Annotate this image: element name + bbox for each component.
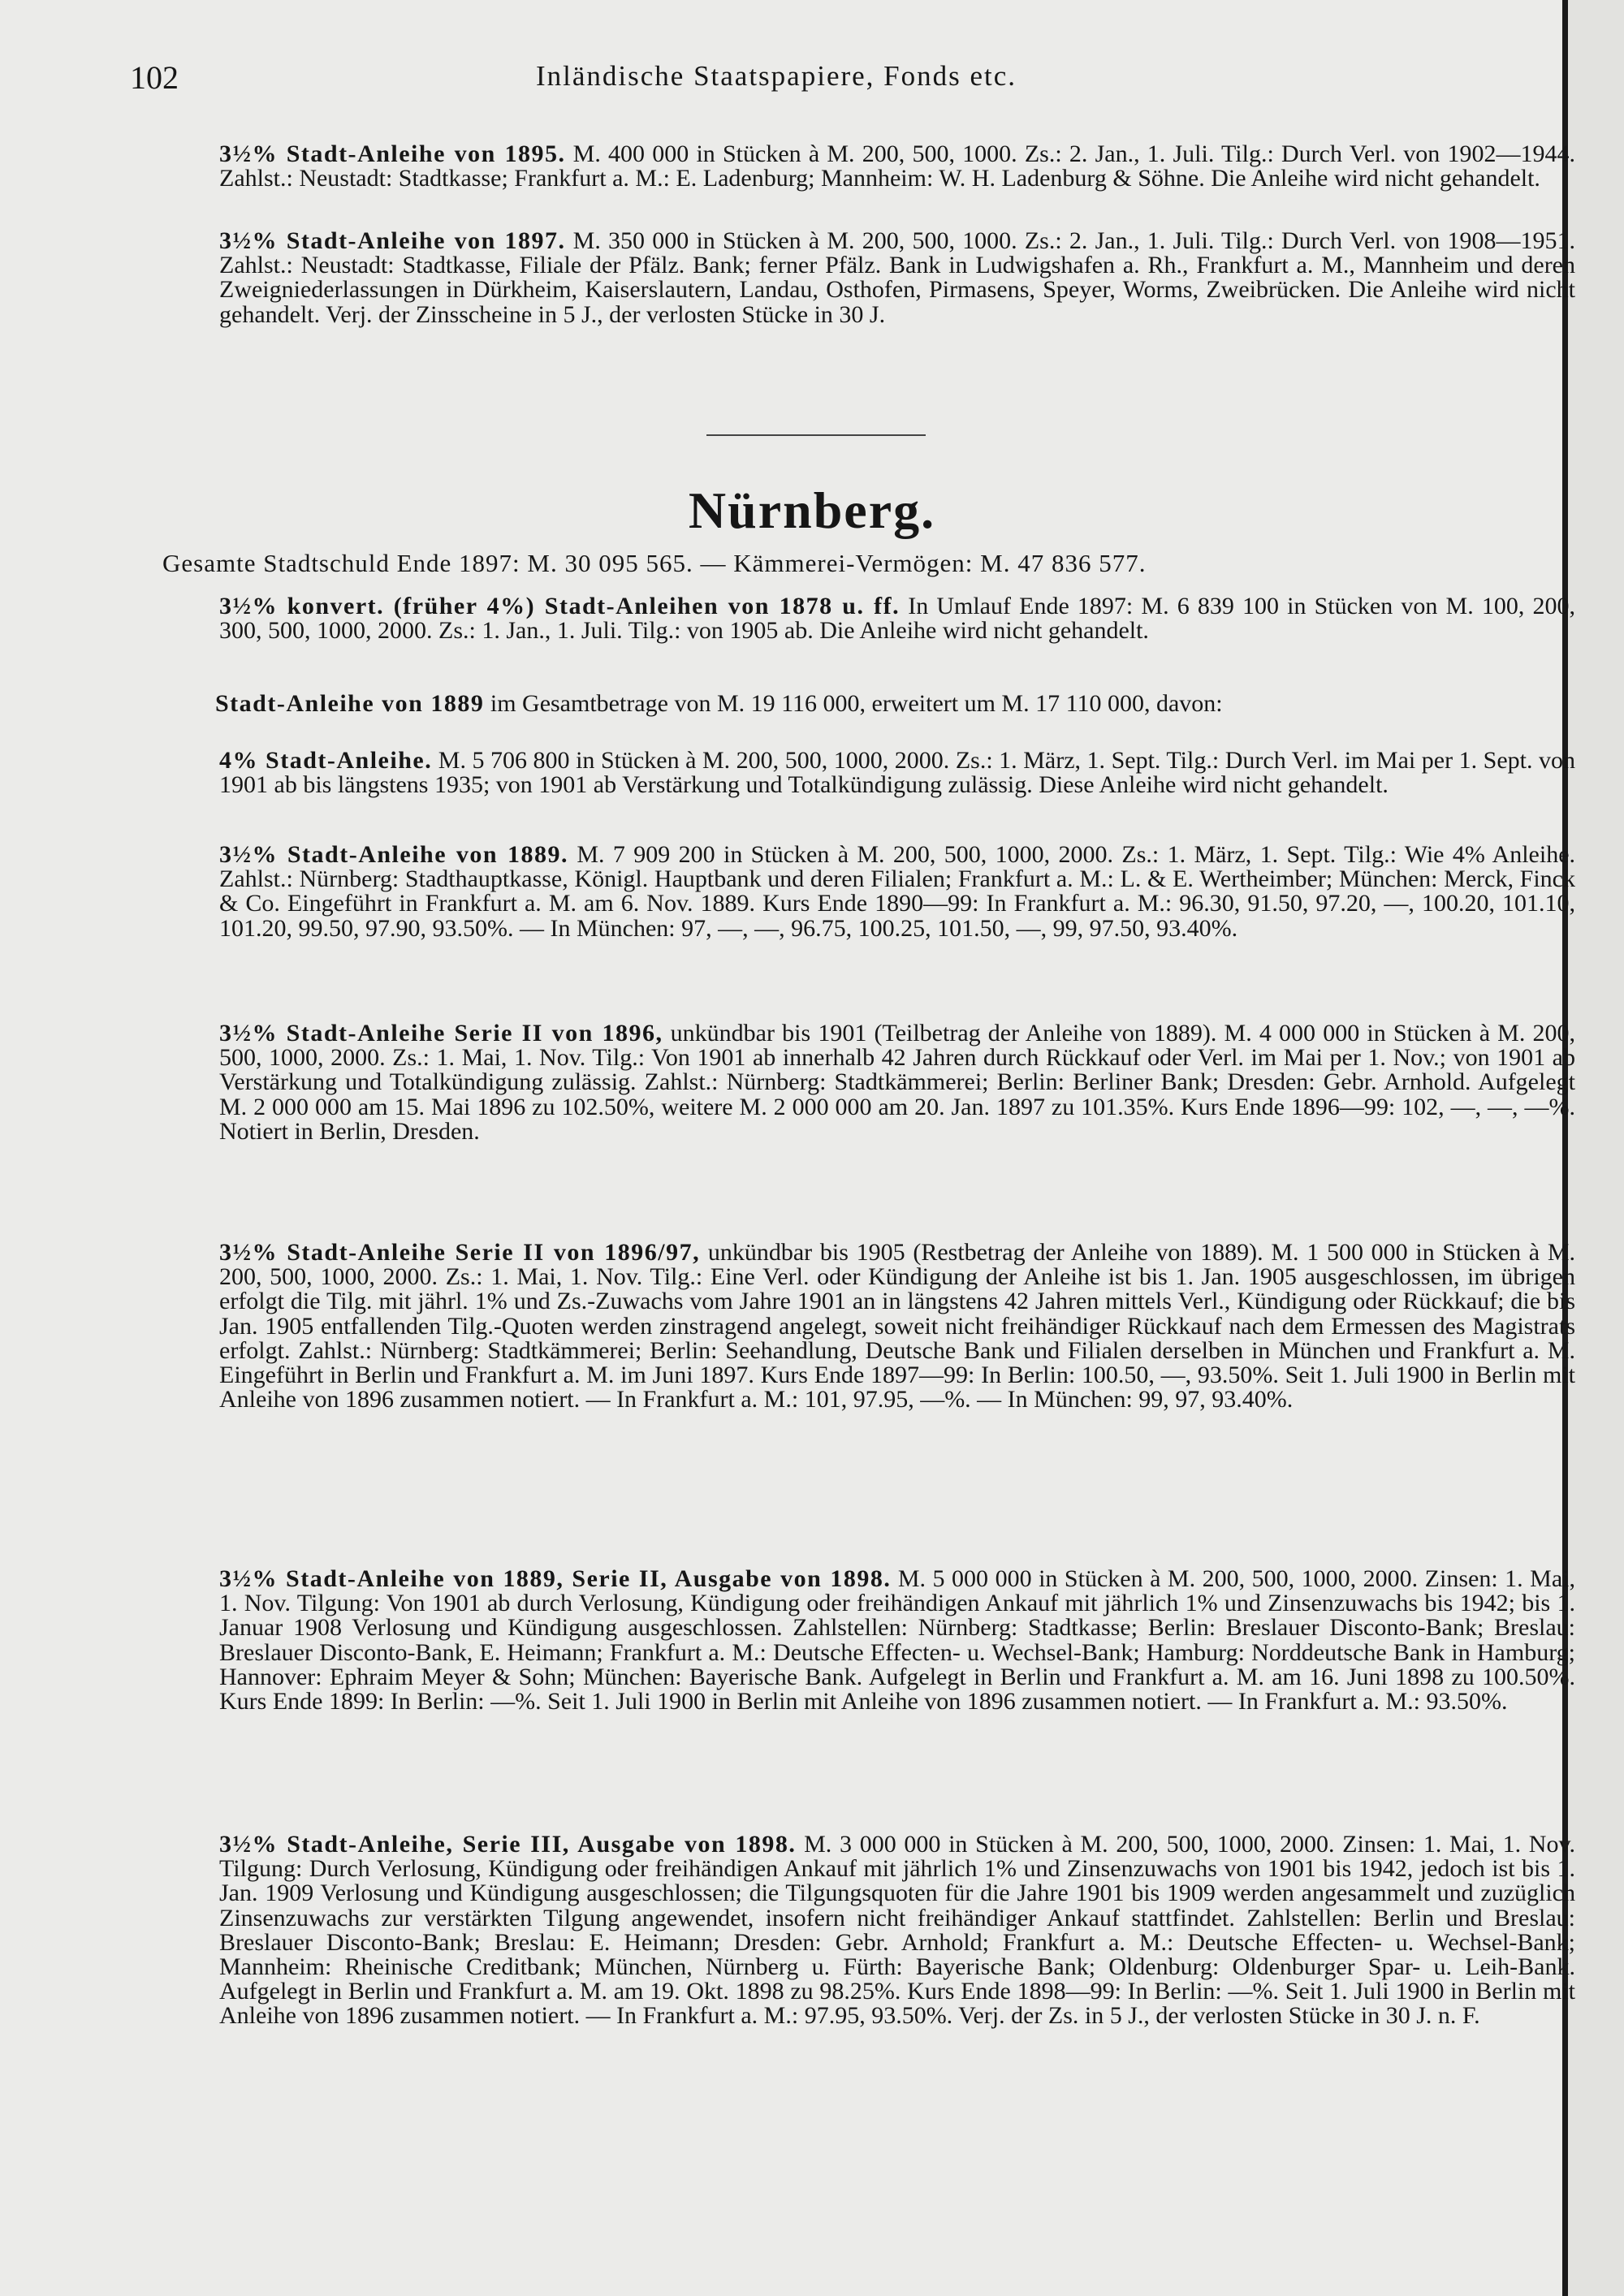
bond-text: unkündbar bis 1901 (Teilbetrag der Anleihe von 1889). M. 4 000 000 in Stücken à M. 200, 500, 1000, 2000. Zs.: 1. Mai, 1. Nov. Tilg.: Von 1901 ab innerhalb 42 Jahren durch Rückkauf oder Verl. im Mai per 1. Nov.; von 1901 ab Verstärkung und Totalkündigung zulässig. Zahlst.: Nürnberg: Stadtkämmerei; Berlin: Berliner Bank; Dresden: Gebr. Arnhold. Aufgelegt M. 2 000 000 am 15. Mai 1896 zu 102.50%, weitere M. 2 000 000 am 20. Jan. 1897 zu 101.35%. Kurs Ende 1896—99: 102, —, —, —%. Notiert in Berlin, Dresden. xyxy=(219,1020,1576,1145)
bond-text: unkündbar bis 1905 (Restbetrag der Anleihe von 1889). M. 1 500 000 in Stücken à M. 200, 500, 1000, 2000. Zs.: 1. Mai, 1. Nov. Tilg.: Eine Verl. oder Kündigung der Anleihe ist bis 1. Jan. 1905 ausgeschlossen, im übrigen erfolgt die Tilg. mit jährl. 1% und Zs.-Zuwachs vom Jahre 1901 an in längstens 42 Jahren mittels Verl., Kündigung oder Rückkauf; die bis Jan. 1905 entfallenden Tilg.-Quoten werden zinstragend angelegt, soweit nicht freihändiger Rückkauf nach dem Ermessen des Magistrats erfolgt. Zahlst.: Nürnberg: Stadtkämmerei; Berlin: Seehandlung, Deutsche Bank und Filialen derselben in München und Frankfurt a. M. Eingeführt in Berlin und Frankfurt a. M. im Juni 1897. Kurs Ende 1897—99: In Berlin: 100.50, —, 93.50%. Seit 1. Juli 1900 in Berlin mit Anleihe von 1896 zusammen notiert. — In Frankfurt a. M.: 101, 97.95, —%. — In München: 99, 97, 93.40%. xyxy=(219,1239,1576,1413)
bond-entry xyxy=(114,142,1575,191)
bond-entry xyxy=(114,692,1571,716)
bond-heading: 3½% konvert. (früher 4%) Stadt-Anleihen von 1878 u. ff. xyxy=(219,593,901,619)
bond-text: M. 5 706 800 in Stücken à M. 200, 500, 1000, 2000. Zs.: 1. März, 1. Sept. Tilg.: Durch Verl. im Mai per 1. Sept. von 1901 ab bis längstens 1935; von 1901 ab Verstärkung und Totalkündigung zulässig. Diese Anleihe wird nicht gehandelt. xyxy=(219,747,1575,799)
running-head: Inländische Staatspapiere, Fonds etc. xyxy=(536,60,1017,92)
bond-heading: 3½% Stadt-Anleihe Serie II von 1896, xyxy=(219,1020,663,1047)
bond-heading: Stadt-Anleihe von 1889 xyxy=(215,690,485,717)
bond-entry xyxy=(114,1241,1575,1412)
bond-heading: 3½% Stadt-Anleihe von 1889. xyxy=(219,841,568,868)
bond-heading: 3½% Stadt-Anleihe von 1897. xyxy=(219,227,566,254)
bond-text: M. 5 000 000 in Stücken à M. 200, 500, 1000, 2000. Zinsen: 1. Mai, 1. Nov. Tilgung: Von 1901 ab durch Verlosung, Kündigung oder freihändigen Ankauf mit jährlich 1% und Zinsenzuwachs bis 1942; bis 1. Januar 1908 Verlosung und Kündigung ausgeschlossen. Zahlstellen: Nürnberg: Stadtkasse; Berlin: Breslauer Disconto-Bank; Breslau: Breslauer Disconto-Bank, E. Heimann; Frankfurt a. M.: Deutsche Effecten- u. Wechsel-Bank; Hamburg: Norddeutsche Bank in Hamburg; Hannover: Ephraim Meyer & Sohn; München: Bayerische Bank. Aufgelegt in Berlin und Frankfurt a. M. am 16. Juni 1898 zu 100.50%. Kurs Ende 1899: In Berlin: —%. Seit 1. Juli 1900 in Berlin mit Anleihe von 1896 zusammen notiert. — In Frankfurt a. M.: 93.50%. xyxy=(219,1565,1576,1716)
bond-heading: 3½% Stadt-Anleihe von 1889, Serie II, Ausgabe von 1898. xyxy=(219,1565,892,1592)
bond-heading: 3½% Stadt-Anleihe, Serie III, Ausgabe von 1898. xyxy=(219,1831,797,1858)
bond-text: M. 350 000 in Stücken à M. 200, 500, 1000. Zs.: 2. Jan., 1. Juli. Tilg.: Durch Verl. von 1908—1951. Zahlst.: Neustadt: Stadtkasse, Filiale der Pfälz. Bank; ferner Pfälz. Bank in Ludwigshafen a. Rh., Frankfurt a. M., Mannheim und deren Zweigniederlassungen in Dürkheim, Kaiserslautern, Landau, Osthofen, Pirmasens, Speyer, Worms, Zweibrücken. Die Anleihe wird nicht gehandelt. Verj. der Zinsscheine in 5 J., der verlosten Stücke in 30 J. xyxy=(219,227,1575,328)
page-number: 102 xyxy=(130,59,179,96)
bond-text: In Umlauf Ende 1897: M. 6 839 100 in Stücken von M. 100, 200, 300, 500, 1000, 2000. Zs.: 1. Jan., 1. Juli. Tilg.: von 1905 ab. Die Anleihe wird nicht gehandelt. xyxy=(219,593,1575,645)
bond-text: M. 3 000 000 in Stücken à M. 200, 500, 1000, 2000. Zinsen: 1. Mai, 1. Nov. Tilgung: Durch Verlosung, Kündigung oder freihändigen Ankauf mit jährlich 1% und Zinsenzuwachs von 1901 bis 1942, jedoch ist bis 1. Jan. 1909 Verlosung und Kündigung ausgeschlossen; die Tilgungsquoten für die Jahre 1901 bis 1909 werden angesammelt und zuzüglich Zinsenzuwachs zur verstärkten Tilgung angewendet, insofern nicht freihändiger Ankauf stattfindet. Zahlstellen: Berlin und Breslau: Breslauer Disconto-Bank; Breslau: E. Heimann; Dresden: Gebr. Arnhold; Frankfurt a. M.: Deutsche Effecten- u. Wechsel-Bank; Mannheim: Rheinische Creditbank; München, Nürnberg u. Fürth: Bayerische Bank; Oldenburg: Oldenburger Spar- u. Leih-Bank. Aufgelegt in Berlin und Frankfurt a. M. am 19. Okt. 1898 zu 98.25%. Kurs Ende 1898—99: In Berlin: —%. Seit 1. Juli 1900 in Berlin mit Anleihe von 1896 zusammen notiert. — In Frankfurt a. M.: 97.95, 93.50%. Verj. der Zs. in 5 J., der verlosten Stücke in 30 J. n. F. xyxy=(219,1831,1575,2030)
debt-summary: Gesamte Stadtschuld Ende 1897: M. 30 095 565. — Kämmerei-Vermögen: M. 47 836 577. xyxy=(162,549,1147,577)
bond-text: M. 7 909 200 in Stücken à M. 200, 500, 1000, 2000. Zs.: 1. März, 1. Sept. Tilg.: Wie 4% Anleihe. Zahlst.: Nürnberg: Stadthauptkasse, Königl. Hauptbank und deren Filialen; Frankfurt a. M.: L. & E. Wertheimber; München: Merck, Finck & Co. Eingeführt in Frankfurt a. M. am 6. Nov. 1889. Kurs Ende 1890—99: In Frankfurt a. M.: 96.30, 91.50, 97.20, —, 100.20, 101.10, 101.20, 99.50, 97.90, 93.50%. — In München: 97, —, —, 96.75, 100.25, 101.50, —, 99, 97.50, 93.40%. xyxy=(219,841,1576,942)
bond-entry xyxy=(114,749,1575,797)
bond-entry xyxy=(114,229,1575,327)
bond-heading: 3½% Stadt-Anleihe Serie II von 1896/97, xyxy=(219,1239,701,1266)
section-divider xyxy=(706,434,926,436)
bond-heading: 4% Stadt-Anleihe. xyxy=(219,747,433,774)
bond-entry xyxy=(114,594,1575,643)
bond-entry xyxy=(114,1021,1575,1144)
bond-heading: 3½% Stadt-Anleihe von 1895. xyxy=(219,140,566,167)
bond-text: im Gesamtbetrage von M. 19 116 000, erweitert um M. 17 110 000, davon: xyxy=(490,690,1223,717)
bond-entry xyxy=(114,1832,1575,2029)
section-title: Nürnberg. xyxy=(688,481,936,539)
bond-entry xyxy=(114,843,1575,941)
page-header xyxy=(122,58,1486,107)
bond-text: M. 400 000 in Stücken à M. 200, 500, 1000. Zs.: 2. Jan., 1. Juli. Tilg.: Durch Verl. von 1902—1944. Zahlst.: Neustadt: Stadtkasse; Frankfurt a. M.: E. Ladenburg; Mannheim: W. H. Ladenburg & Söhne. Die Anleihe wird nicht gehandelt. xyxy=(219,140,1575,192)
bond-entry xyxy=(114,1567,1575,1714)
